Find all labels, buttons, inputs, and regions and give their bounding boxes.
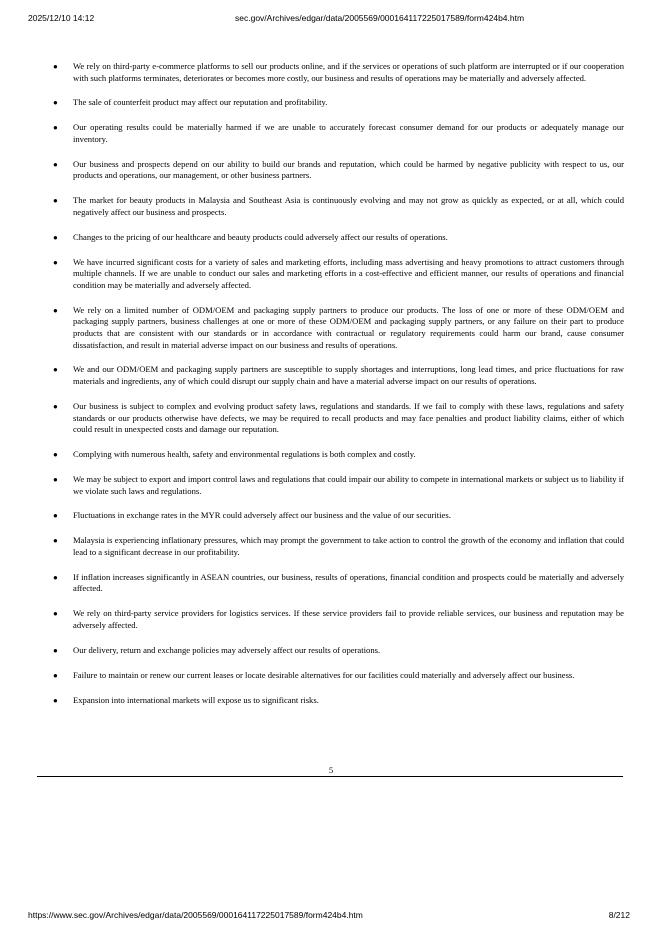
risk-factor-item	[51, 449, 624, 461]
risk-factor-text: We and our ODM/OEM and packaging supply partners are susceptible to supply shortages and interruptions, long lead times, and price fluctuations for raw materials and ingredients, any of which could disrupt our supply chain and have a material adverse impact on our results of operations.	[73, 364, 624, 387]
risk-factor-text: Our delivery, return and exchange policies may adversely affect our results of operations.	[73, 644, 381, 655]
risk-factor-item	[51, 195, 624, 218]
risk-factor-item	[51, 364, 624, 387]
risk-factor-text: Failure to maintain or renew our current leases or locate desirable alternatives for our facilities could materially and adversely affect our business.	[73, 669, 575, 680]
risk-factor-text: We rely on a limited number of ODM/OEM and packaging supply partners to produce our products. The loss of one or more of these ODM/OEM and packaging supply partners, business challenges at one or more of these ODM/OEM and packaging supply partners, or any failure on their part to produce products that are consistent with our standards or in accordance with contractual or regulatory requirements could harm our brand, cause consumer dissatisfaction, and result in material adverse impact on our business and results of operations.	[73, 304, 624, 350]
bullet-icon: ●	[53, 196, 58, 206]
risk-factor-item	[51, 97, 624, 109]
risk-factor-text: Changes to the pricing of our healthcare and beauty products could adversely affect our results of operations.	[73, 231, 448, 242]
risk-factor-text: The sale of counterfeit product may affect our reputation and profitability.	[73, 97, 328, 108]
risk-factor-item	[51, 61, 624, 84]
bullet-icon: ●	[53, 572, 58, 582]
bullet-icon: ●	[53, 305, 58, 315]
risk-factor-item	[51, 695, 624, 707]
page-number: 5	[328, 765, 334, 775]
bullet-icon: ●	[53, 159, 58, 169]
risk-factor-text: Our operating results could be materially harmed if we are unable to accurately forecast consumer demand for our products or adequately manage our inventory.	[73, 122, 624, 144]
print-datetime: 2025/12/10 14:12	[28, 13, 95, 23]
risk-factor-text: We rely on third-party e-commerce platforms to sell our products online, and if the services or operations of such platform are interrupted or if our cooperation with such platforms terminates, deteriorates or becomes more costly, our business and results of operations may be materially and adversely affected.	[73, 61, 624, 83]
bullet-icon: ●	[53, 695, 58, 705]
bullet-icon: ●	[53, 645, 58, 655]
bullet-icon: ●	[53, 474, 58, 484]
print-page-title: sec.gov/Archives/edgar/data/2005569/000164117225017589/form424b4.htm	[235, 13, 525, 23]
risk-factor-text: Our business and prospects depend on our ability to build our brands and reputation, which could be harmed by negative publicity with respect to us, our products and operations, our management, or other business partners.	[73, 158, 624, 181]
risk-factor-item	[51, 474, 624, 497]
risk-factor-text: We rely on third-party service providers for logistics services. If these service providers fail to provide reliable services, our business and reputation may be adversely affected.	[73, 608, 624, 630]
bullet-icon: ●	[53, 511, 58, 521]
risk-factor-item	[51, 159, 624, 182]
print-footer	[0, 910, 662, 924]
bullet-icon: ●	[53, 98, 58, 108]
risk-factor-text: Complying with numerous health, safety and environmental regulations is both complex and costly.	[73, 449, 416, 460]
risk-factor-text: Malaysia is experiencing inflationary pressures, which may prompt the government to take action to control the growth of the economy and inflation that could lead to a significant decrease in our profitability.	[73, 535, 624, 557]
risk-factor-text: Expansion into international markets will expose us to significant risks.	[73, 694, 319, 705]
risk-factor-text: We have incurred significant costs for a variety of sales and marketing efforts, including mass advertising and heavy promotions to attract customers through multiple channels. If we are unable to conduct our sales and marketing efforts in a cost-effective and efficient manner, our results of operations and financial condition may be materially and adversely affected.	[73, 256, 624, 290]
risk-factor-item	[51, 305, 624, 351]
risk-factor-item	[51, 645, 624, 657]
bullet-icon: ●	[53, 670, 58, 680]
bullet-icon: ●	[53, 123, 58, 133]
bullet-icon: ●	[53, 232, 58, 242]
risk-factor-item	[51, 257, 624, 292]
risk-factor-item	[51, 670, 624, 682]
risk-factor-item	[51, 608, 624, 631]
bullet-icon: ●	[53, 401, 58, 411]
risk-factor-text: Our business is subject to complex and evolving product safety laws, regulations and standards. If we fail to comply with these laws, regulations and safety standards or our products otherwise have defects, we may be required to recall products and may face penalties and product liability claims, either of which could result in unexpected costs and damage our reputation.	[73, 400, 624, 435]
risk-factor-text: The market for beauty products in Malaysia and Southeast Asia is continuously evolving and may not grow as quickly as expected, or at all, which could negatively affect our business and prospects.	[73, 195, 624, 217]
bullet-icon: ●	[53, 450, 58, 460]
risk-factor-item	[51, 535, 624, 558]
risk-factor-item	[51, 572, 624, 595]
risk-factor-list	[51, 61, 624, 719]
bullet-icon: ●	[53, 62, 58, 71]
bullet-icon: ●	[53, 609, 58, 619]
risk-factor-text: Fluctuations in exchange rates in the MYR could adversely affect our business and the value of our securities.	[73, 510, 451, 521]
risk-factor-text: If inflation increases significantly in ASEAN countries, our business, results of operations, financial condition and prospects could be materially and adversely affected.	[73, 571, 624, 594]
risk-factor-item	[51, 510, 624, 522]
risk-factor-item	[51, 401, 624, 436]
bullet-icon: ●	[53, 365, 58, 375]
bullet-icon: ●	[53, 257, 58, 267]
page-divider	[37, 776, 623, 777]
print-header	[0, 13, 662, 27]
footer-url[interactable]: https://www.sec.gov/Archives/edgar/data/2005569/000164117225017589/form424b4.htm	[28, 910, 363, 920]
risk-factor-item	[51, 122, 624, 145]
footer-page-indicator: 8/212	[608, 910, 630, 920]
risk-factor-text: We may be subject to export and import control laws and regulations that could impair our ability to compete in international markets or subject us to liability if we violate such laws and regulations.	[73, 473, 624, 496]
bullet-icon: ●	[53, 536, 58, 546]
risk-factor-item	[51, 232, 624, 244]
